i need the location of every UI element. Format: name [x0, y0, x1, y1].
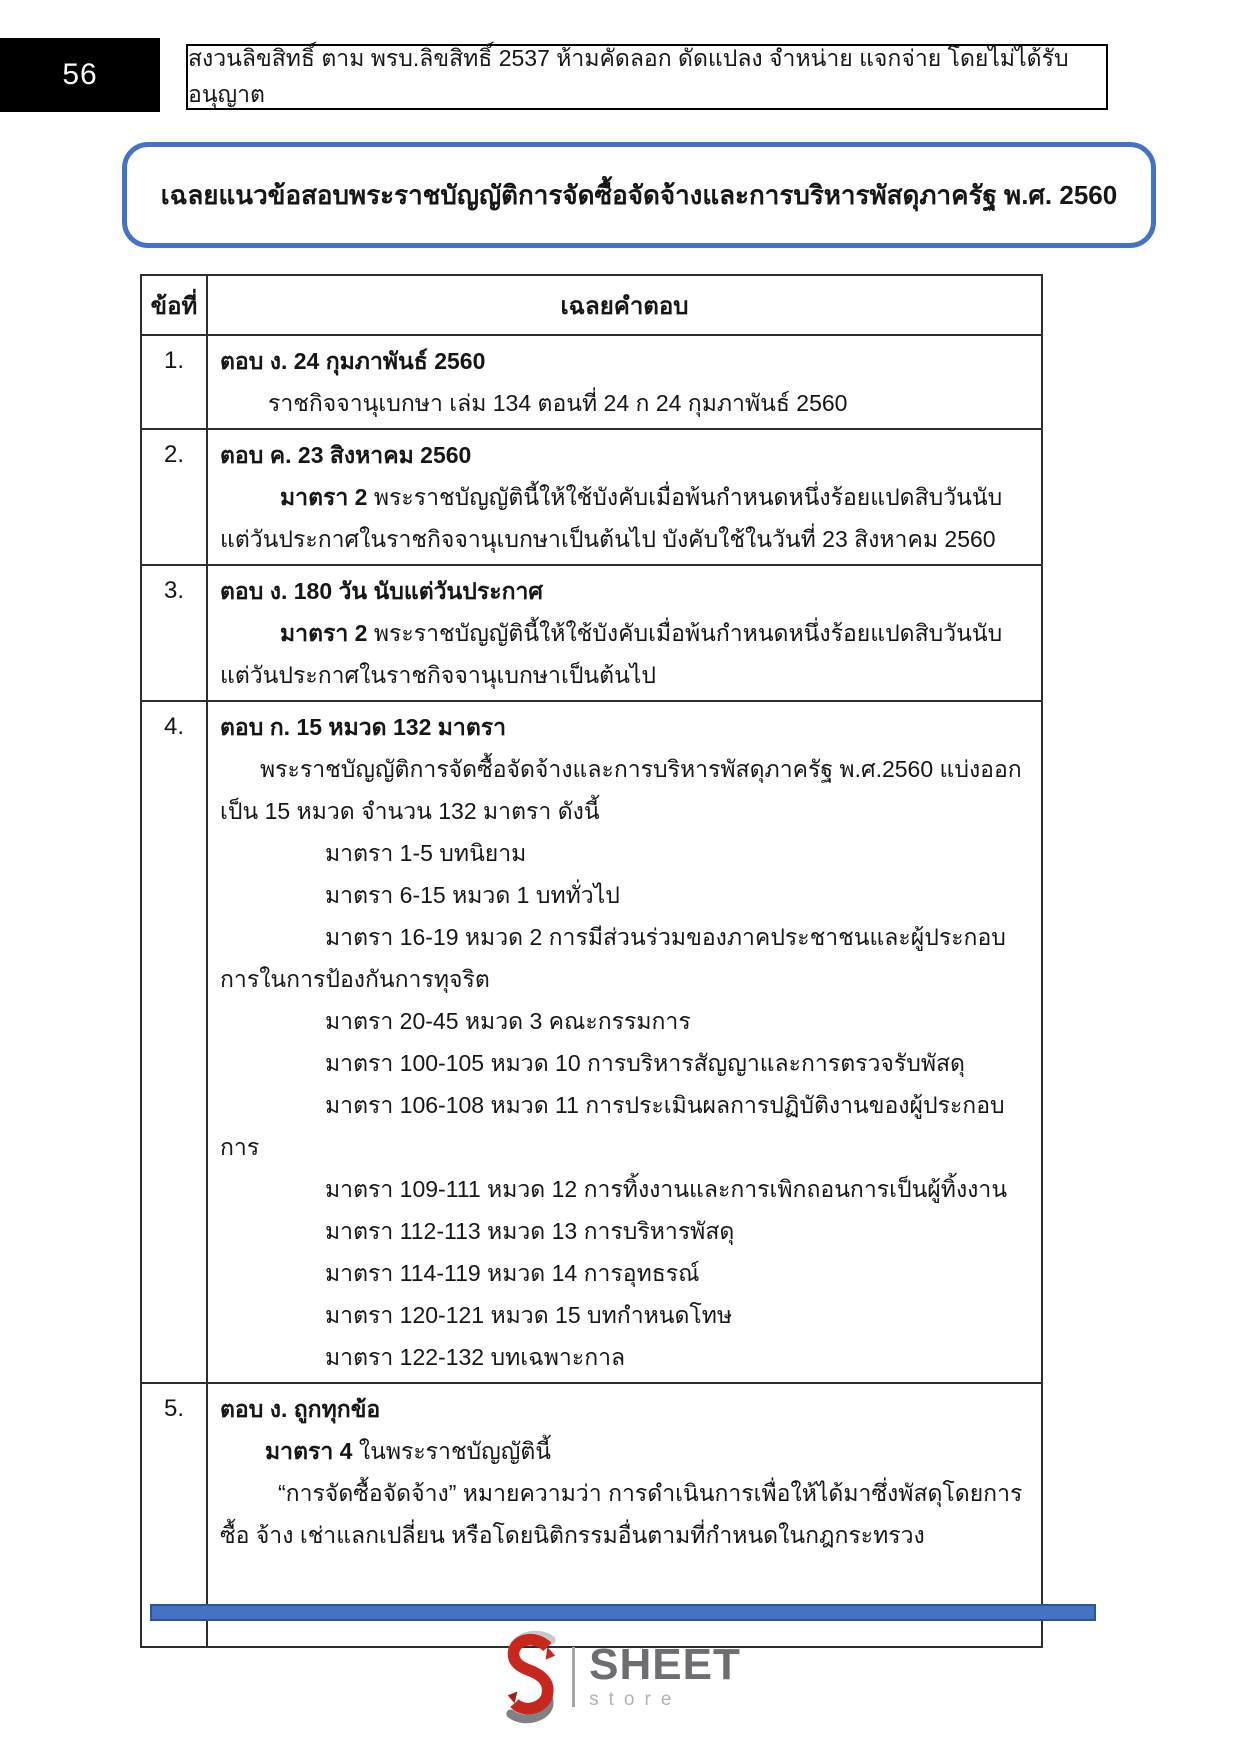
- answer-cell: [207, 565, 1042, 701]
- copyright-notice-box: [186, 44, 1108, 110]
- page-number-box: [0, 38, 160, 112]
- title-box: [122, 142, 1156, 248]
- list-item: มาตรา 1-5 บทนิยาม: [325, 840, 527, 866]
- list-item: มาตรา 20-45 หมวด 3 คณะกรรมการ: [325, 1008, 691, 1034]
- reference-line: [220, 476, 1027, 560]
- question-number: 5.: [141, 1383, 207, 1647]
- col-header-answer: เฉลยคำตอบ: [207, 275, 1042, 335]
- table-row: [141, 565, 1042, 701]
- list-item: มาตรา 106-108 หมวด 11 การประเมินผลการปฏิบัติงานของผู้ประกอบการ: [220, 1092, 1005, 1160]
- section-label: มาตรา 2: [280, 484, 368, 510]
- table-row: [141, 335, 1042, 429]
- intro-line: พระราชบัญญัติการจัดซื้อจัดจ้างและการบริหารพัสดุภาครัฐ พ.ศ.2560 แบ่งออกเป็น 15 หมวด จำนวน 132 มาตรา ดังนี้: [220, 756, 1022, 824]
- table-row: [141, 701, 1042, 1383]
- answer-cell: [207, 429, 1042, 565]
- table-header-row: [141, 275, 1042, 335]
- answer-line: ตอบ ค. 23 สิงหาคม 2560: [220, 442, 472, 468]
- logo-text: SHEET: [589, 1640, 741, 1689]
- logo-subtext: store: [589, 1689, 682, 1710]
- answer-line: ตอบ ง. 24 กุมภาพันธ์ 2560: [220, 348, 486, 374]
- reference-line: [220, 1430, 1027, 1472]
- logo-divider: [572, 1647, 575, 1707]
- section-text: พระราชบัญญัตินี้ให้ใช้บังคับเมื่อพ้นกำหนดหนึ่งร้อยแปดสิบวันนับแต่วันประกาศในราชกิจจานุเบกษาเป็นต้นไป: [220, 620, 1003, 688]
- section-text: ในพระราชบัญญัตินี้: [358, 1438, 552, 1464]
- list-item: มาตรา 109-111 หมวด 12 การทิ้งงานและการเพิกถอนการเป็นผู้ทิ้งงาน: [325, 1176, 1008, 1202]
- sheetstore-logo: [500, 1630, 741, 1724]
- answer-line: ตอบ ก. 15 หมวด 132 มาตรา: [220, 714, 507, 740]
- list-item: มาตรา 112-113 หมวด 13 การบริหารพัสดุ: [325, 1218, 735, 1244]
- section-label: มาตรา 4: [265, 1438, 353, 1464]
- list-item: มาตรา 100-105 หมวด 10 การบริหารสัญญาและการตรวจรับพัสดุ: [325, 1050, 965, 1076]
- answer-table: [140, 274, 1043, 1648]
- question-number: 4.: [141, 701, 207, 1383]
- col-header-question-no: ข้อที่: [141, 275, 207, 335]
- list-item: มาตรา 16-19 หมวด 2 การมีส่วนร่วมของภาคประชาชนและผู้ประกอบการในการป้องกันการทุจริต: [220, 924, 1006, 992]
- table-row: [141, 429, 1042, 565]
- section-label: มาตรา 2: [280, 620, 368, 646]
- question-number: 2.: [141, 429, 207, 565]
- page-title: เฉลยแนวข้อสอบพระราชบัญญัติการจัดซื้อจัดจ้างและการบริหารพัสดุภาครัฐ พ.ศ. 2560: [160, 179, 1118, 210]
- list-item: มาตรา 114-119 หมวด 14 การอุทธรณ์: [325, 1260, 700, 1286]
- footer-divider-bar: [150, 1604, 1096, 1621]
- definition-line: “การจัดซื้อจัดจ้าง” หมายความว่า การดำเนินการเพื่อให้ได้มาซึ่งพัสดุโดยการซื้อ จ้าง เช่าแลกเปลี่ยน หรือโดยนิติกรรมอื่นตามที่กำหนดในกฎกระทรวง: [220, 1480, 1023, 1548]
- section-text: พระราชบัญญัตินี้ให้ใช้บังคับเมื่อพ้นกำหนดหนึ่งร้อยแปดสิบวันนับแต่วันประกาศในราชกิจจานุเบกษาเป็นต้นไป บังคับใช้ในวันที่ 23 สิงหาคม 2560: [220, 484, 1003, 552]
- question-number: 3.: [141, 565, 207, 701]
- answer-cell: [207, 701, 1042, 1383]
- list-item: มาตรา 122-132 บทเฉพาะกาล: [325, 1344, 626, 1370]
- list-item: มาตรา 120-121 หมวด 15 บทกำหนดโทษ: [325, 1302, 733, 1328]
- list-item: มาตรา 6-15 หมวด 1 บททั่วไป: [325, 882, 620, 908]
- answer-line: ตอบ ง. ถูกทุกข้อ: [220, 1396, 381, 1422]
- answer-line: ตอบ ง. 180 วัน นับแต่วันประกาศ: [220, 578, 544, 604]
- s-mark-icon: [500, 1630, 562, 1724]
- question-number: 1.: [141, 335, 207, 429]
- page-number: 56: [62, 58, 98, 91]
- answer-cell: [207, 335, 1042, 429]
- reference-line: ราชกิจจานุเบกษา เล่ม 134 ตอนที่ 24 ก 24 กุมภาพันธ์ 2560: [268, 390, 848, 416]
- reference-line: [220, 612, 1027, 696]
- copyright-text: สงวนลิขสิทธิ์ ตาม พรบ.ลิขสิทธิ์ 2537 ห้ามคัดลอก ดัดแปลง จำหน่าย แจกจ่าย โดยไม่ได้รับอนุญาต: [188, 45, 1069, 107]
